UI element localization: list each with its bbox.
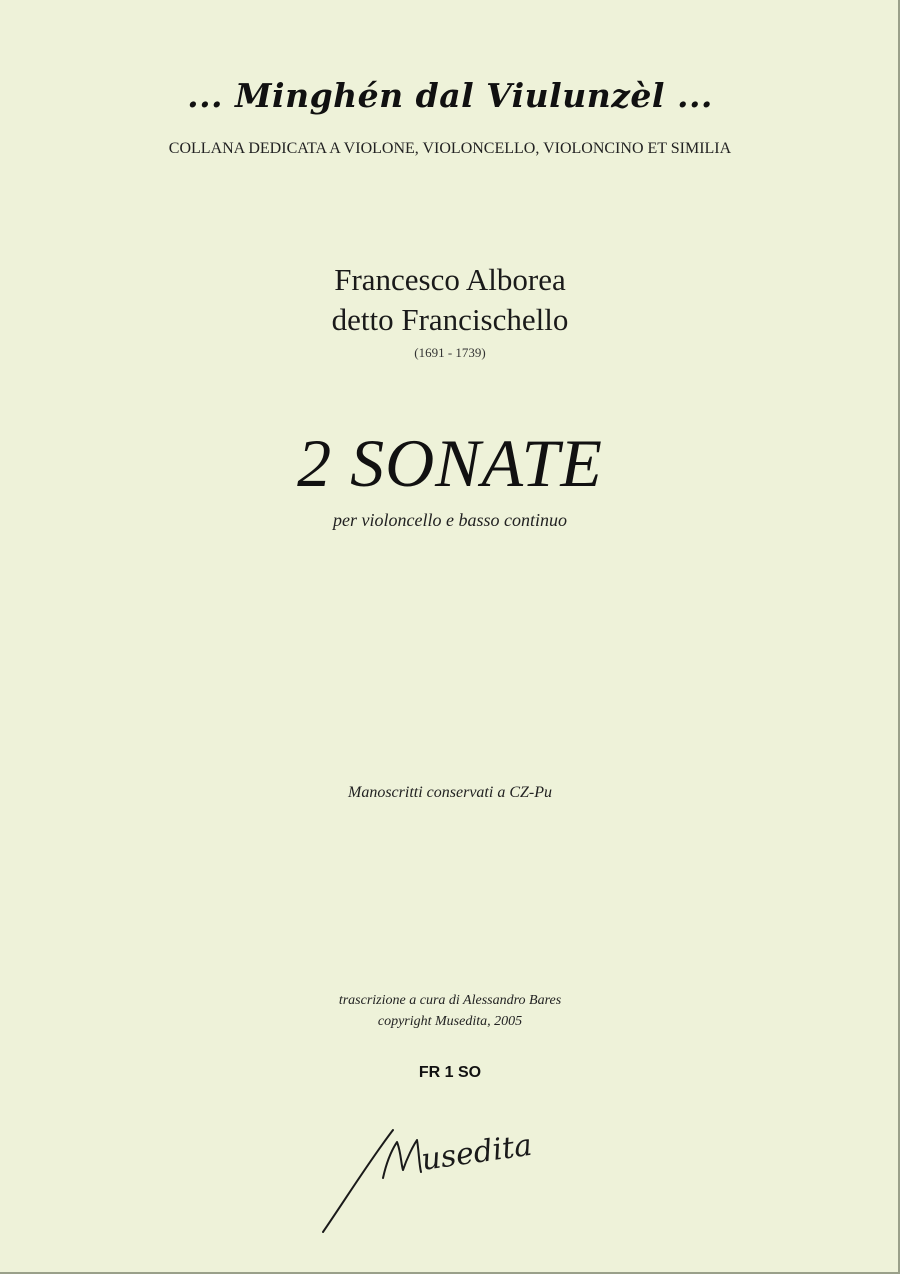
source-note: Manoscritti conservati a CZ-Pu <box>348 784 552 801</box>
composer-alias: detto Francischello <box>331 302 569 337</box>
transcription-credit: trascrizione a cura di Alessandro Bares <box>338 993 562 1008</box>
svg-text:usedita: usedita <box>419 1127 535 1178</box>
catalog-code: FR 1 SO <box>418 1064 482 1081</box>
work-title: 2 SONATE <box>297 425 603 501</box>
composer-name: Francesco Alborea <box>334 262 566 297</box>
composer-dates: (1691 - 1739) <box>414 345 486 360</box>
series-title: ... Minghén dal Viulunzèl ... <box>187 76 713 115</box>
publisher-logo <box>315 1090 565 1240</box>
instrumentation: per violoncello e basso continuo <box>333 510 567 530</box>
copyright-note: copyright Musedita, 2005 <box>377 1014 523 1029</box>
series-subtitle: COLLANA DEDICATA A VIOLONE, VIOLONCELLO, VIOLONCINO ET SIMILIA <box>168 140 732 157</box>
